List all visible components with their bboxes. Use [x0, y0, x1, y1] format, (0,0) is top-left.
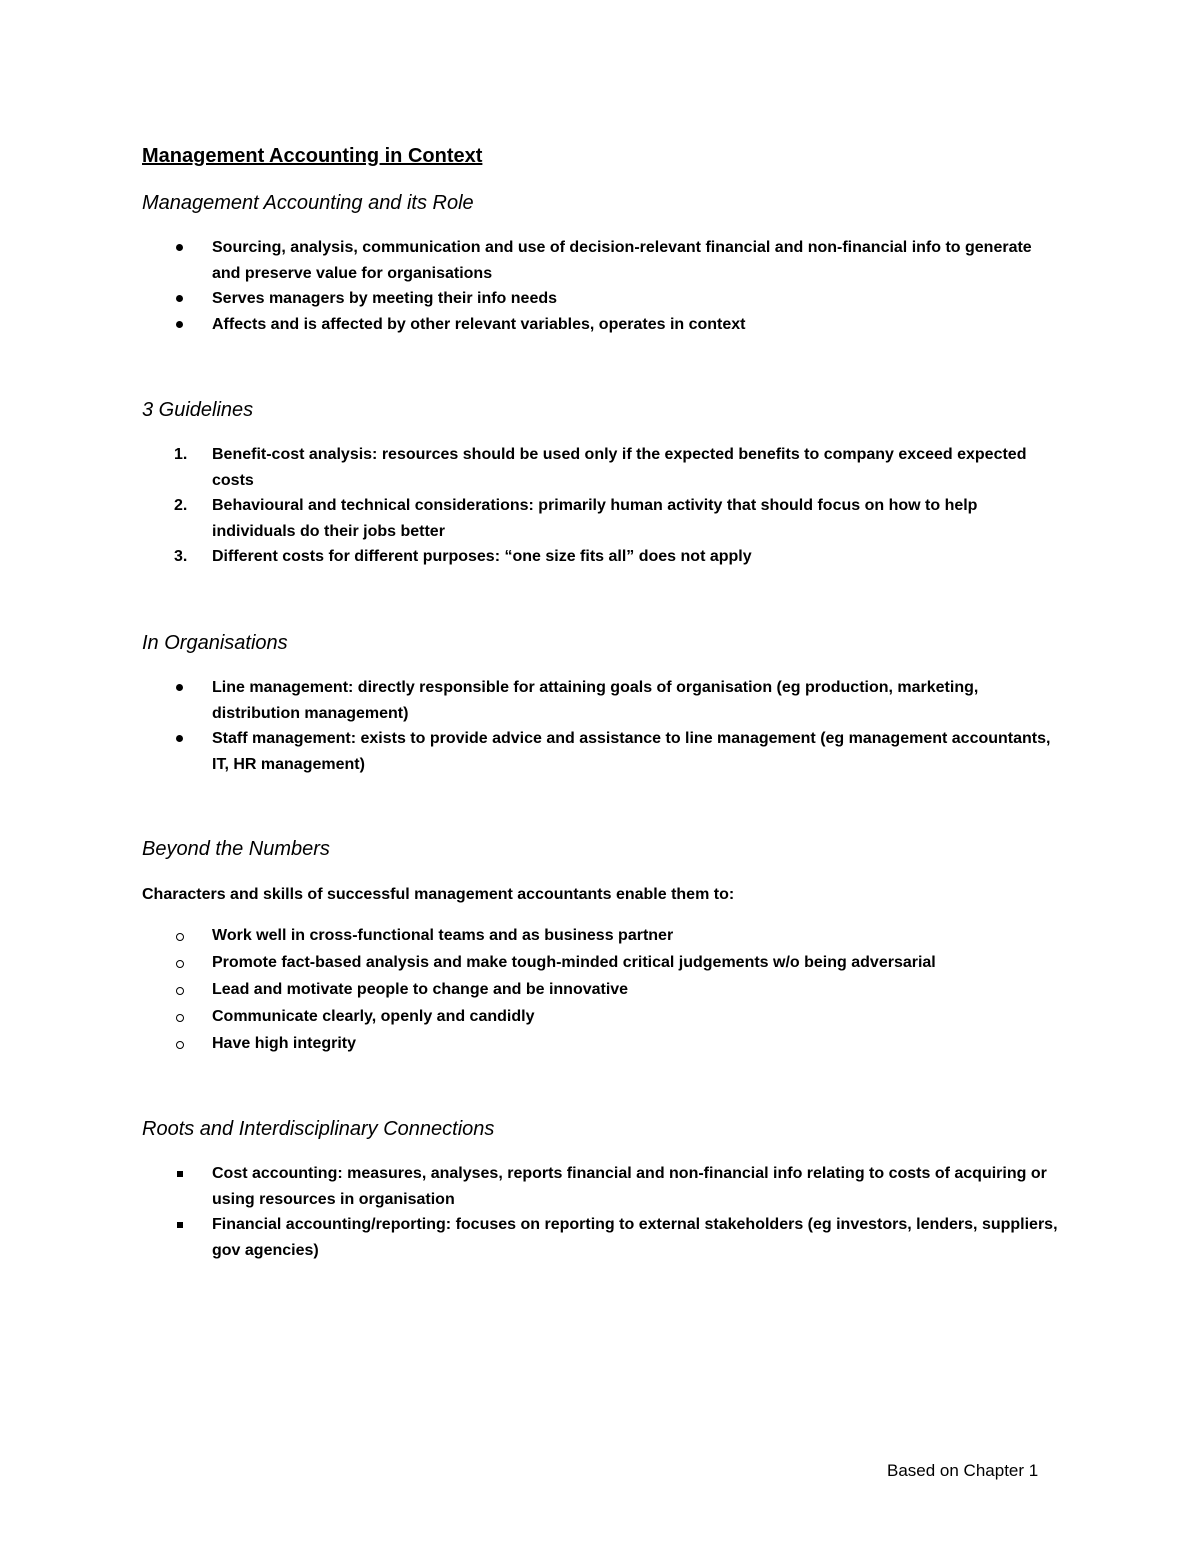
list-item-text: Financial accounting/reporting: focuses on reporting to external stakeholders (eg investors, lenders, suppliers, gov agencies) — [212, 1216, 1058, 1259]
guidelines-numbered-list — [0, 442, 1200, 570]
list-item-text: Different costs for different purposes: “one size fits all” does not apply — [212, 548, 752, 565]
list-item-text: Sourcing, analysis, communication and use of decision-relevant financial and non-financial info to generate and preserve value for organisations — [212, 239, 1032, 282]
section-heading-roots: Roots and Interdisciplinary Connections — [142, 1118, 495, 1140]
role-bullet-list — [0, 235, 1200, 337]
list-item — [0, 949, 1200, 976]
list-item-text: Affects and is affected by other relevant variables, operates in context — [212, 315, 746, 333]
section-heading-role: Management Accounting and its Role — [142, 192, 474, 214]
list-item — [0, 675, 1200, 726]
list-number: 3. — [174, 548, 188, 565]
list-item-text: Cost accounting: measures, analyses, reports financial and non-financial info relating to costs of acquiring or using resources in organisation — [212, 1165, 1047, 1208]
skills-circle-list — [0, 922, 1200, 1057]
section-heading-guidelines: 3 Guidelines — [142, 399, 254, 421]
list-item-text: Lead and motivate people to change and be innovative — [212, 981, 629, 998]
list-item-text: Have high integrity — [212, 1035, 357, 1052]
section-intro-text: Characters and skills of successful management accountants enable them to: — [142, 886, 735, 903]
roots-square-list — [0, 1161, 1200, 1263]
list-item — [0, 1161, 1200, 1212]
list-number: 2. — [174, 497, 188, 514]
list-item — [0, 544, 1200, 570]
list-item — [0, 922, 1200, 949]
section-heading-organisations: In Organisations — [142, 632, 288, 654]
list-item — [0, 1030, 1200, 1057]
page-footer: Based on Chapter 1 — [887, 1461, 1039, 1480]
list-item — [0, 493, 1200, 544]
list-item-text: Promote fact-based analysis and make tough-minded critical judgements w/o being adversarial — [212, 954, 936, 971]
list-item — [0, 1212, 1200, 1263]
list-item-text: Behavioural and technical considerations: primarily human activity that should focus on how to help individuals do their jobs better — [212, 497, 978, 540]
list-item — [0, 286, 1200, 312]
list-item-text: Communicate clearly, openly and candidly — [212, 1008, 535, 1025]
list-item — [0, 442, 1200, 493]
list-item-text: Staff management: exists to provide advice and assistance to line management (eg management accountants, IT, HR management) — [212, 730, 1051, 773]
list-item — [0, 1003, 1200, 1030]
list-number: 1. — [174, 446, 188, 463]
document-title: Management Accounting in Context — [142, 145, 483, 167]
list-item — [0, 312, 1200, 338]
section-heading-beyond-numbers: Beyond the Numbers — [142, 838, 330, 860]
list-item — [0, 235, 1200, 286]
list-item-text: Line management: directly responsible for attaining goals of organisation (eg production, marketing, distribution management) — [212, 679, 979, 722]
list-item — [0, 726, 1200, 777]
list-item — [0, 976, 1200, 1003]
list-item-text: Serves managers by meeting their info needs — [212, 290, 558, 307]
organisations-bullet-list — [0, 675, 1200, 777]
list-item-text: Work well in cross-functional teams and as business partner — [212, 927, 674, 944]
list-item-text: Benefit-cost analysis: resources should be used only if the expected benefits to company exceed expected costs — [212, 446, 1027, 489]
